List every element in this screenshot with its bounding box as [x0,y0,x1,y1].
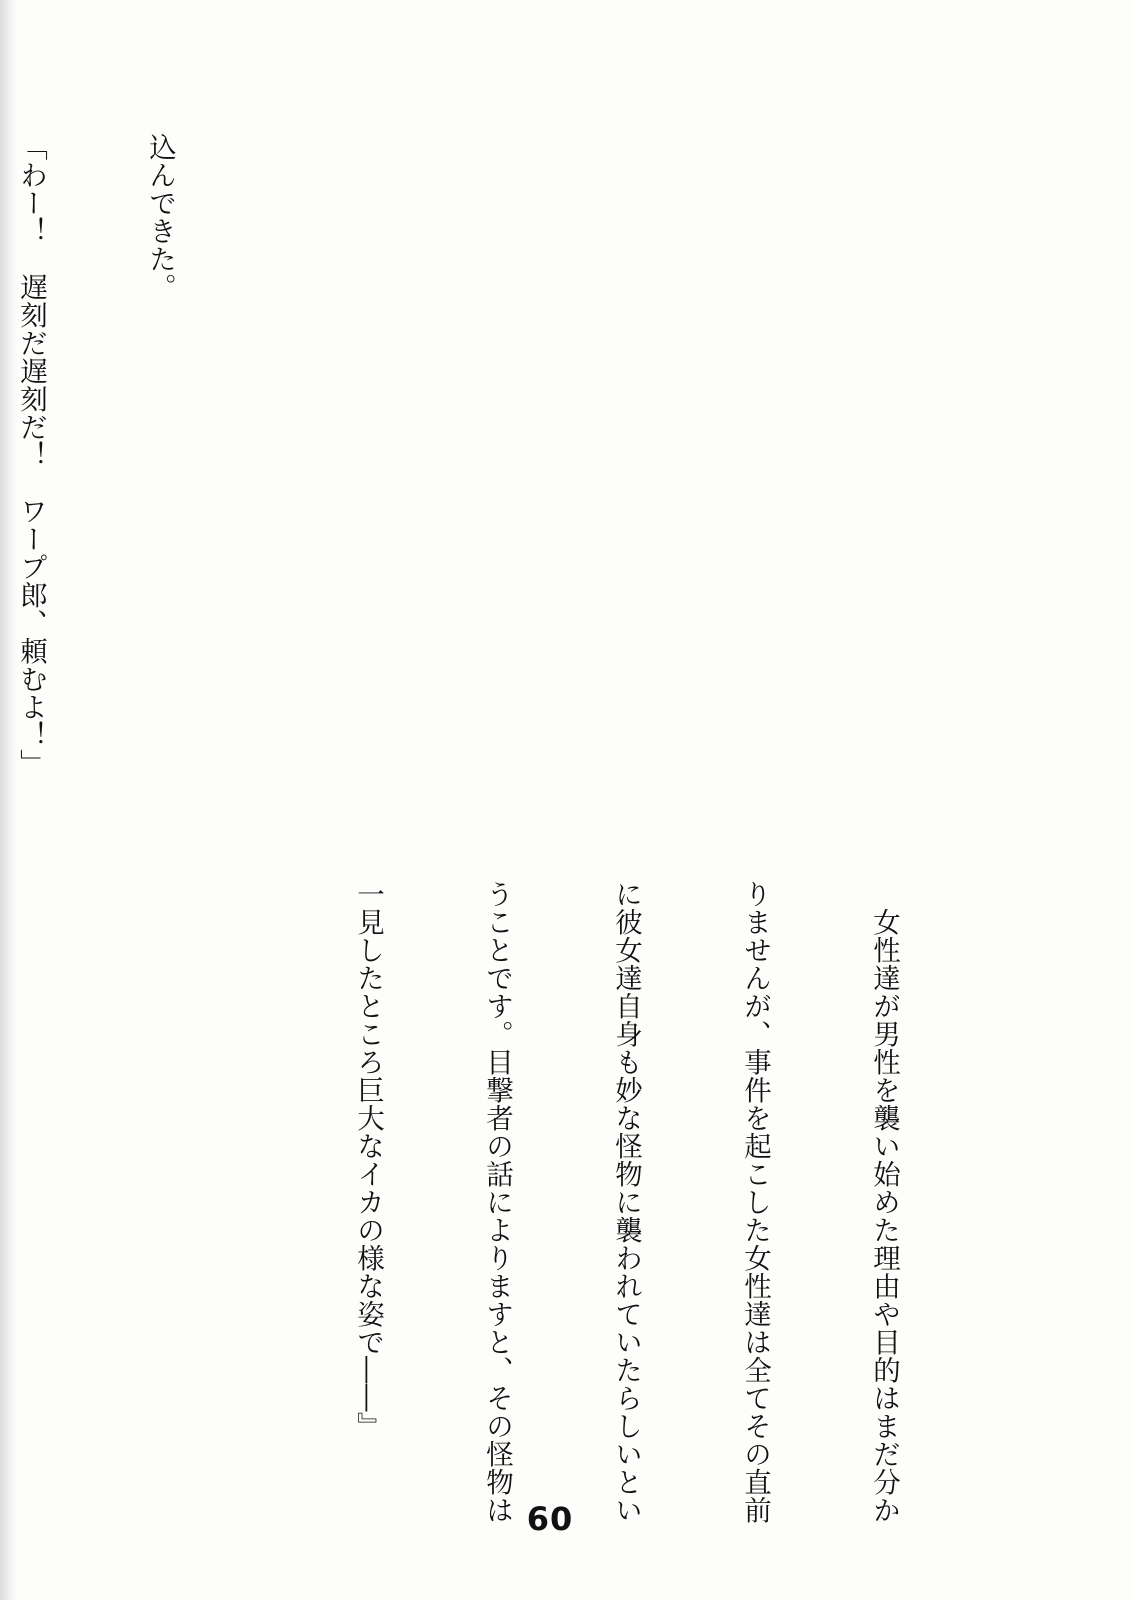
text-line: りませんが、事件を起こした女性達は全てその直前 [739,880,771,1524]
page-number: 60 [526,1500,574,1538]
text-line: 一見したところ巨大なイカの様な姿で――』 [352,880,384,1440]
text-line: 「わー！ 遅刻だ遅刻だ！ ワープ郎、頼むよ！」 [15,133,47,777]
text-line: 女性達が男性を襲い始めた理由や目的はまだ分か [868,880,900,1524]
text-line: 込んできた。 [144,133,176,301]
text-line: に彼女達自身も妙な怪物に襲われていたらしいとい [610,880,642,1524]
upper-text-block [0,133,267,793]
text-line: うことです。目撃者の話によりますと、その怪物は [481,880,513,1524]
